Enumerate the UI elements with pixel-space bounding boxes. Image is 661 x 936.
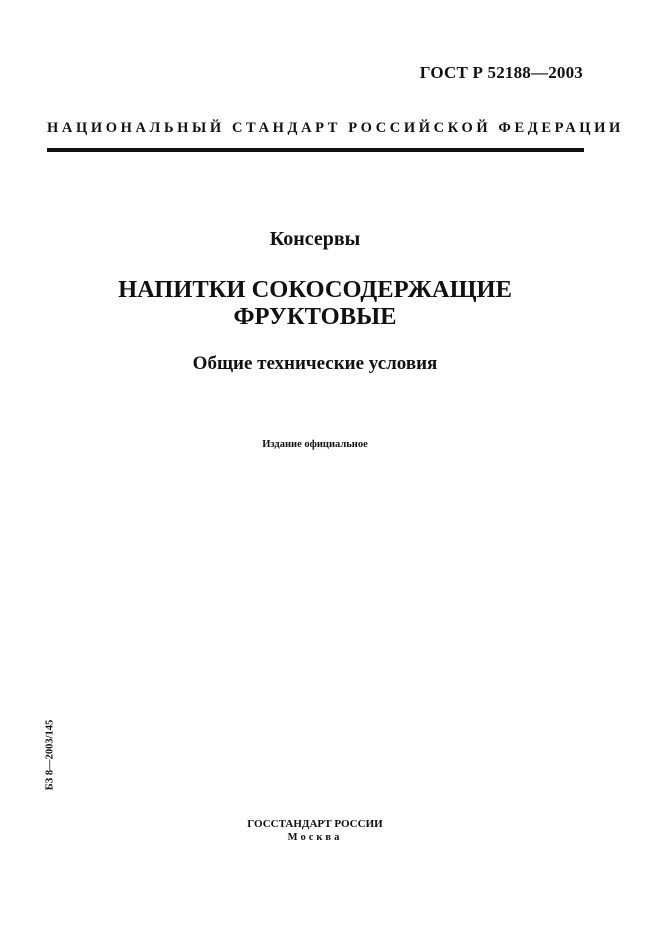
publication-city: Москва	[287, 832, 343, 843]
standard-banner: НАЦИОНАЛЬНЫЙ СТАНДАРТ РОССИЙСКОЙ ФЕДЕРАЦИИ	[47, 120, 624, 136]
document-category: Консервы	[269, 228, 361, 250]
document-code: ГОСТ Р 52188—2003	[419, 63, 583, 82]
main-title-line-1: НАПИТКИ СОКОСОДЕРЖАЩИЕ	[118, 276, 512, 303]
main-title	[0, 276, 630, 330]
header-rule	[47, 148, 584, 152]
side-code: БЗ 8—2003/145	[44, 719, 56, 791]
main-title-line-2: ФРУКТОВЫЕ	[233, 303, 397, 330]
document-subtitle: Общие технические условия	[192, 353, 438, 374]
edition-note: Издание официальное	[262, 439, 368, 450]
publisher: ГОССТАНДАРТ РОССИИ	[247, 818, 383, 830]
